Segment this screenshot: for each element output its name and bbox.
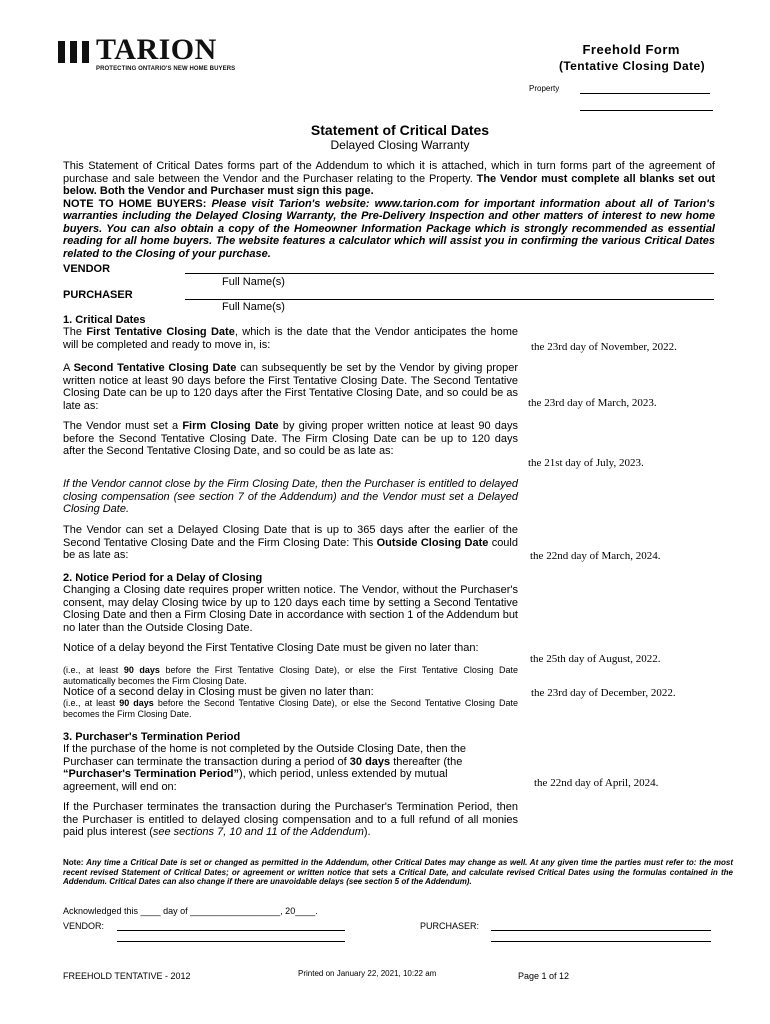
form-title: Freehold Form — [582, 42, 680, 57]
section-2-p3-small: (i.e., at least 90 days before the Second Tentative Closing Date), or else the Second Tentative Closing Date becomes the Firm Closing Date. — [63, 698, 518, 719]
section-2-p2-small: (i.e., at least 90 days before the First Tentative Closing Date), or else the First Tentative Closing Date automatically becomes the Firm Closing Date. — [63, 665, 518, 686]
second-tentative-text: A Second Tentative Closing Date can subsequently be set by the Vendor by giving proper written notice at least 90 days before the First Tentative Closing Date. The Second Tentative Closing Date can be up to 120 days after the First Tentative Closing Date, and so could be as late as: — [63, 362, 518, 412]
acknowledged-line[interactable]: Acknowledged this ____ day of __________________, 20____. — [63, 906, 318, 916]
property-label: Property — [529, 84, 560, 93]
intro-paragraph — [63, 160, 715, 260]
vendor-name-line[interactable] — [185, 273, 714, 274]
footer-form-id: FREEHOLD TENTATIVE - 2012 — [63, 971, 191, 981]
section-3-p2: If the Purchaser terminates the transaction during the Purchaser's Termination Period, then the Purchaser is entitled to delayed closing compensation and to a full refund of all monies paid plus interest (see sections 7, 10 and 11 of the Addendum). — [63, 801, 518, 838]
purchaser-signature-label: PURCHASER: — [420, 921, 480, 931]
logo-wordmark: TARION — [96, 33, 217, 66]
vendor-label: VENDOR — [63, 263, 111, 275]
vendor-signature-line-2[interactable] — [117, 941, 345, 942]
note-text: Please visit Tarion's website: www.tarion.com for important information about all of Tarion's warranties including the Delayed Closing Warranty, the Pre-Delivery Inspection and other matters of interest to new home buyers. You can also obtain a copy of the Homeowner Information Package which is strongly recommended as essential reading for all home buyers. The website features a calculator which will assist you in confirming the various Critical Dates related to the Closing of your purchase. — [63, 197, 715, 260]
note-label: NOTE TO HOME BUYERS: — [63, 197, 207, 210]
section-3-p1: If the purchase of the home is not completed by the Outside Closing Date, then the Purchaser can terminate the transaction during a period of 30 days thereafter (the “Purchaser's Termination Period”), which period, unless extended by mutual agreement, will end on: — [63, 743, 466, 793]
section-3-heading: 3. Purchaser's Termination Period — [63, 731, 241, 743]
vendor-signature-line-1[interactable] — [117, 930, 345, 931]
page-title: Statement of Critical Dates — [310, 122, 490, 138]
firm-closing-text: The Vendor must set a Firm Closing Date by giving proper written notice at least 90 days before the Second Tentative Closing Date. The Firm Closing Date can be up to 120 days after the Second Tentative Closing Date, and so could be as late as: — [63, 420, 519, 457]
second-tentative-date: the 23rd day of March, 2023. — [528, 397, 657, 409]
section-2-p1: Changing a Closing date requires proper written notice. The Vendor, without the Purchaser's consent, may delay Closing twice by up to 120 days each time by setting a Second Tentative Closing Date and then a Firm Closing Date in accordance with section 1 of the Addendum but no later than the Outside Closing Date. — [63, 584, 518, 634]
intro-text: This Statement of Critical Dates forms part of the Addendum to which it is attached, which in turn forms part of the agreement of purchase and sale between the Vendor and the Purchaser relating to the Property. — [63, 160, 715, 185]
form-subtitle: (Tentative Closing Date) — [558, 59, 705, 73]
purchaser-full-names: Full Name(s) — [222, 301, 285, 313]
vendor-full-names: Full Name(s) — [222, 276, 285, 288]
section-1-italic-note: If the Vendor cannot close by the Firm Closing Date, then the Purchaser is entitled to delayed closing compensation (see section 7 of the Addendum) and the Vendor must set a Delayed Closing Date. — [63, 478, 518, 515]
property-line-1[interactable] — [580, 93, 710, 94]
first-tentative-text: The First Tentative Closing Date, which is the date that the Vendor anticipates the home will be completed and ready to move in, is: — [63, 326, 519, 351]
purchaser-signature-line-1[interactable] — [491, 930, 711, 931]
first-tentative-date: the 23rd day of November, 2022. — [531, 341, 677, 353]
tarion-logo — [58, 33, 248, 78]
section-1-heading: 1. Critical Dates — [63, 314, 146, 326]
outside-closing-date: the 22nd day of March, 2024. — [530, 550, 661, 562]
termination-date: the 22nd day of April, 2024. — [534, 777, 659, 789]
property-line-2[interactable] — [580, 110, 713, 111]
section-2-p3: Notice of a second delay in Closing must be given no later than: — [63, 686, 374, 698]
section-2-heading: 2. Notice Period for a Delay of Closing — [63, 572, 263, 584]
outside-closing-text: The Vendor can set a Delayed Closing Date that is up to 365 days after the earlier of the Second Tentative Closing Date and the Firm Closing Date: This Outside Closing Date could be as late as: — [63, 524, 518, 561]
notice-second-date: the 23rd day of December, 2022. — [531, 687, 676, 699]
purchaser-name-line[interactable] — [185, 299, 714, 300]
page-subtitle: Delayed Closing Warranty — [330, 138, 470, 152]
firm-closing-date: the 21st day of July, 2023. — [528, 457, 644, 469]
section-2-p2: Notice of a delay beyond the First Tentative Closing Date must be given no later than: — [63, 642, 479, 654]
intro-instruction: The Vendor must complete all blanks set out below. Both the Vendor and Purchaser must sign this page. — [63, 172, 715, 197]
footer-page-number: Page 1 of 12 — [518, 971, 570, 981]
logo-tagline: PROTECTING ONTARIO'S NEW HOME BUYERS — [96, 66, 236, 72]
logo-bars-icon — [58, 41, 92, 63]
vendor-signature-label: VENDOR: — [63, 921, 105, 931]
notice-first-date: the 25th day of August, 2022. — [530, 653, 661, 665]
purchaser-label: PURCHASER — [63, 289, 133, 301]
purchaser-signature-line-2[interactable] — [491, 941, 711, 942]
footer-printed-on: Printed on January 22, 2021, 10:22 am — [298, 969, 437, 978]
critical-dates-note: Note: Any time a Critical Date is set or changed as permitted in the Addendum, other Critical Dates may change as well. At any given time the parties must refer to: the most recent revised Statement of Critical Dates; or agreement or written notice that sets a Critical Date, and calculate revised Critical Dates using the formulas contained in the Addendum. Critical Dates can also change if there are unavoidable delays (see section 5 of the Addendum). — [63, 858, 733, 886]
